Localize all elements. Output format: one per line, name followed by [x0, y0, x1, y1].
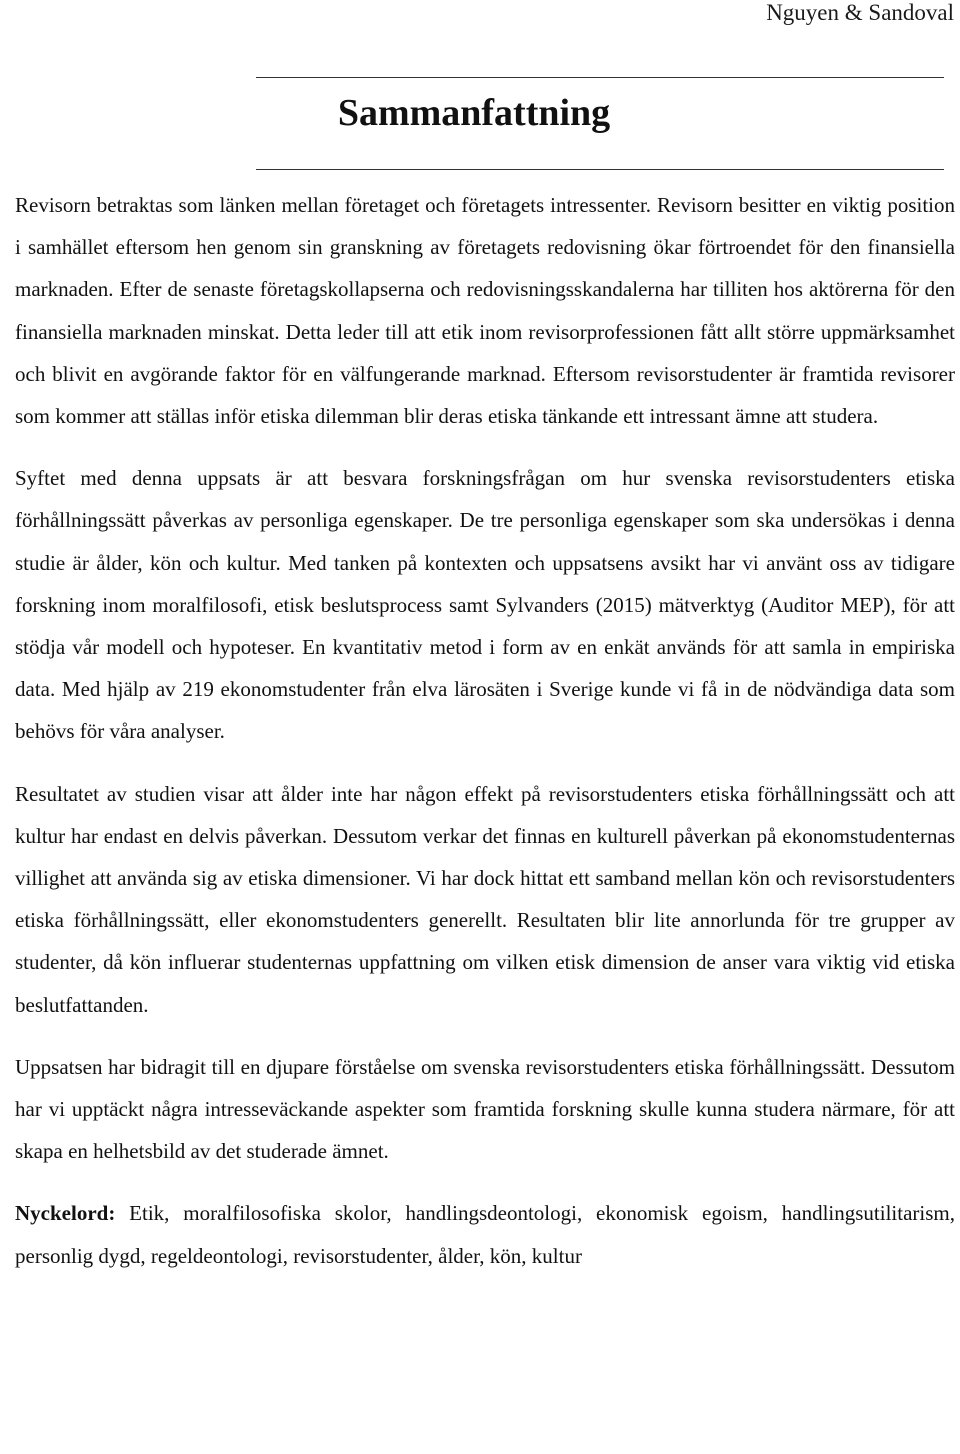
- keywords-paragraph: [15, 1192, 955, 1276]
- paragraph-background: Revisorn betraktas som länken mellan företaget och företagets intressenter. Revisorn besitter en viktig position i samhället eftersom hen genom sin granskning av företagets redovisning ökar förtroendet för den finansiella marknaden. Efter de senaste företagskollapserna och redovisningsskandalerna har tilliten hos aktörerna för den finansiella marknaden minskat. Detta leder till att etik inom revisorprofessionen fått allt större uppmärksamhet och blivit en avgörande faktor för en välfungerande marknad. Eftersom revisorstudenter är framtida revisorer som kommer att ställas inför etiska dilemman blir deras etiska tänkande ett intressant ämne att studera.: [15, 193, 955, 429]
- paragraph-contribution: Uppsatsen har bidragit till en djupare förståelse om svenska revisorstudenters etiska förhållningssätt. Dessutom har vi upptäckt några intresseväckande aspekter som framtida forskning skulle kunna studera närmare, för att skapa en helhetsbild av det studerade ämnet.: [15, 1054, 955, 1164]
- page-title: Sammanfattning: [337, 92, 611, 134]
- abstract-body: [15, 184, 955, 1297]
- title-bottom-rule: [256, 169, 944, 170]
- paragraph-results: Resultatet av studien visar att ålder inte har någon effekt på revisorstudenters etiska förhållningssätt och att kultur har endast en delvis påverkan. Dessutom verkar det finnas en kulturell påverkan på ekonomstudenternas villighet att använda sig av etiska dimensioner. Vi har dock hittat ett samband mellan kön och revisorstudenters etiska förhållningssätt, eller ekonomstudenters generellt. Resultaten blir lite annorlunda för tre grupper av studenter, då kön influerar studenternas uppfattning om vilken etisk dimension de anser vara viktig vid etiska beslutfattanden.: [15, 781, 955, 1017]
- paragraph-purpose-method: Syftet med denna uppsats är att besvara forskningsfrågan om hur svenska revisorstudenters etiska förhållningssätt påverkas av personliga egenskaper. De tre personliga egenskaper som ska undersökas i denna studie är ålder, kön och kultur. Med tanken på kontexten och uppsatsens avsikt har vi använt oss av tidigare forskning inom moralfilosofi, etisk beslutsprocess samt Sylvanders (2015) mätverktyg (Auditor MEP), för att stödja vår modell och hypoteser. En kvantitativ metod i form av en enkät används för att samla in empiriska data. Med hjälp av 219 ekonomstudenter från elva lärosäten i Sverige kunde vi få in de nödvändiga data som behövs för våra analyser.: [15, 466, 955, 744]
- running-header-authors: Nguyen & Sandoval: [766, 0, 954, 25]
- keywords-list: Etik, moralfilosofiska skolor, handlingsdeontologi, ekonomisk egoism, handlingsutilitarism, personlig dygd, regeldeontologi, revisorstudenter, ålder, kön, kultur: [15, 1201, 955, 1268]
- keywords-label: Nyckelord:: [15, 1201, 116, 1226]
- title-top-rule: [256, 77, 944, 78]
